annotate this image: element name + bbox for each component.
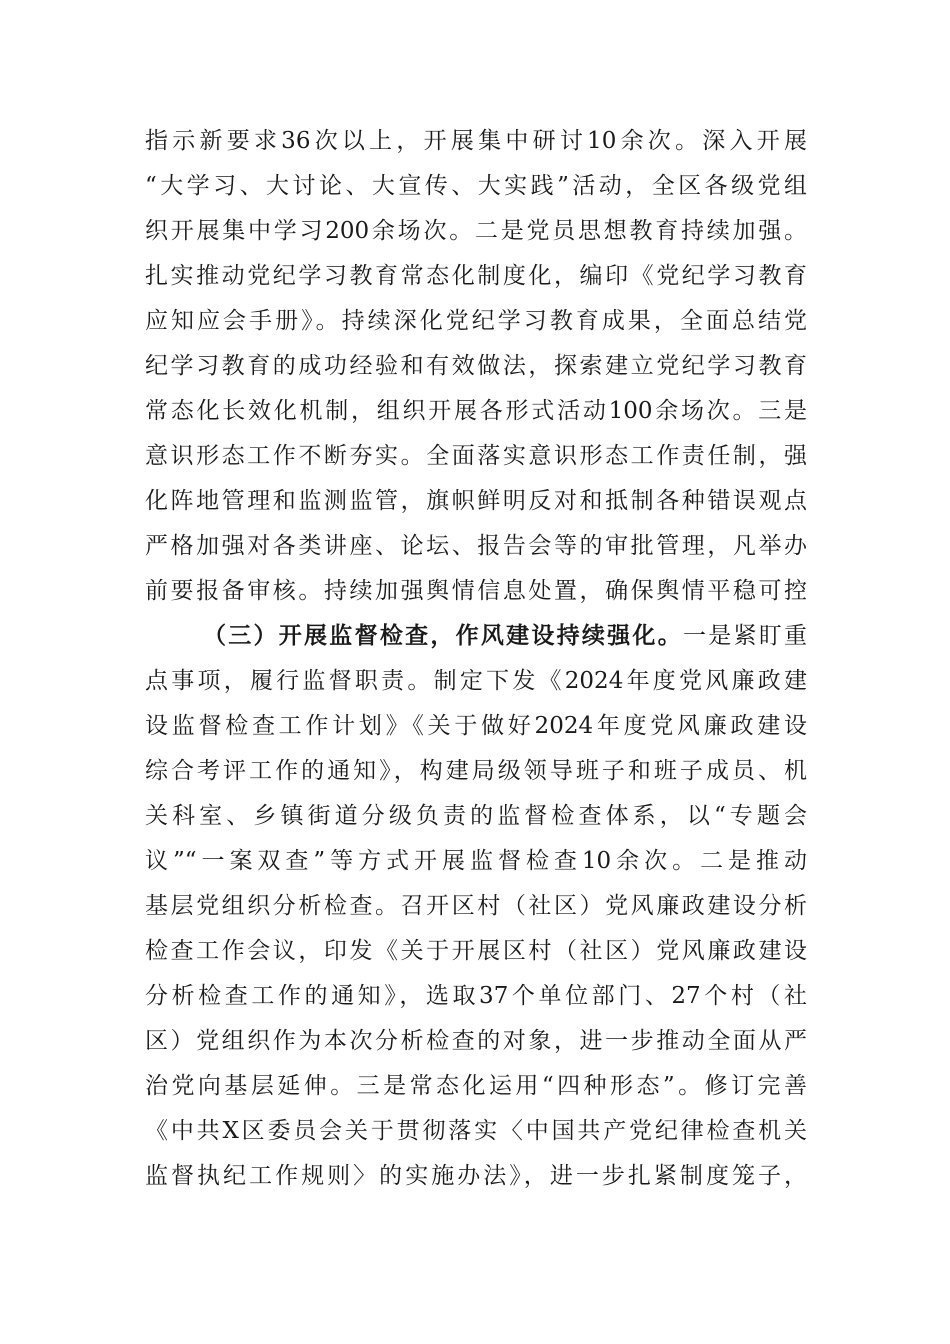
text-line: 化阵地管理和监测监管，旗帜鲜明反对和抵制各种错误观点 [145, 488, 807, 514]
text-line: 综合考评工作的通知》，构建局级领导班子和班子成员、机 [145, 758, 807, 784]
section-first-line [203, 618, 807, 654]
text-line: 指示新要求36次以上，开展集中研讨10余次。深入开展 [145, 128, 807, 154]
text-line: 检查工作会议，印发《关于开展区村（社区）党风廉政建设 [145, 938, 807, 964]
text-line: 治党向基层延伸。三是常态化运用“四种形态”。修订完善 [145, 1073, 807, 1099]
text-line: 严格加强对各类讲座、论坛、报告会等的审批管理，凡举办 [145, 533, 807, 559]
text-line: 设监督检查工作计划》《关于做好2024年度党风廉政建设 [145, 713, 807, 739]
text-line: 分析检查工作的通知》，选取37个单位部门、27个村（社 [145, 983, 807, 1009]
text-line: 纪学习教育的成功经验和有效做法，探索建立党纪学习教育 [145, 353, 807, 379]
text-line: 议”“一案双查”等方式开展监督检查10余次。二是推动 [145, 848, 807, 874]
section-heading: （三）开展监督检查，作风建设持续强化。 [203, 622, 683, 649]
text-line: 关科室、乡镇街道分级负责的监督检查体系，以“专题会 [145, 803, 807, 829]
text-line: “大学习、大讨论、大宣传、大实践”活动，全区各级党组 [145, 173, 807, 199]
text-line: 常态化长效化机制，组织开展各形式活动100余场次。三是 [145, 398, 807, 424]
text-line: 前要报备审核。持续加强舆情信息处置，确保舆情平稳可控 [145, 578, 807, 604]
text-line: 《中共X区委员会关于贯彻落实〈中国共产党纪律检查机关 [145, 1118, 807, 1144]
text-line: 应知应会手册》。持续深化党纪学习教育成果，全面总结党 [145, 308, 807, 334]
text-line: 基层党组织分析检查。召开区村（社区）党风廉政建设分析 [145, 893, 807, 919]
text-line: 区）党组织作为本次分析检查的对象，进一步推动全面从严 [145, 1028, 807, 1054]
text-line: 扎实推动党纪学习教育常态化制度化，编印《党纪学习教育 [145, 263, 807, 289]
text-line: 点事项，履行监督职责。制定下发《2024年度党风廉政建 [145, 668, 807, 694]
section-first-line-rest: 一是紧盯重 [682, 623, 808, 649]
text-line: 意识形态工作不断夯实。全面落实意识形态工作责任制，强 [145, 443, 807, 469]
text-line: 监督执纪工作规则〉的实施办法》，进一步扎紧制度笼子， [145, 1163, 807, 1189]
text-line: 织开展集中学习200余场次。二是党员思想教育持续加强。 [145, 218, 807, 244]
